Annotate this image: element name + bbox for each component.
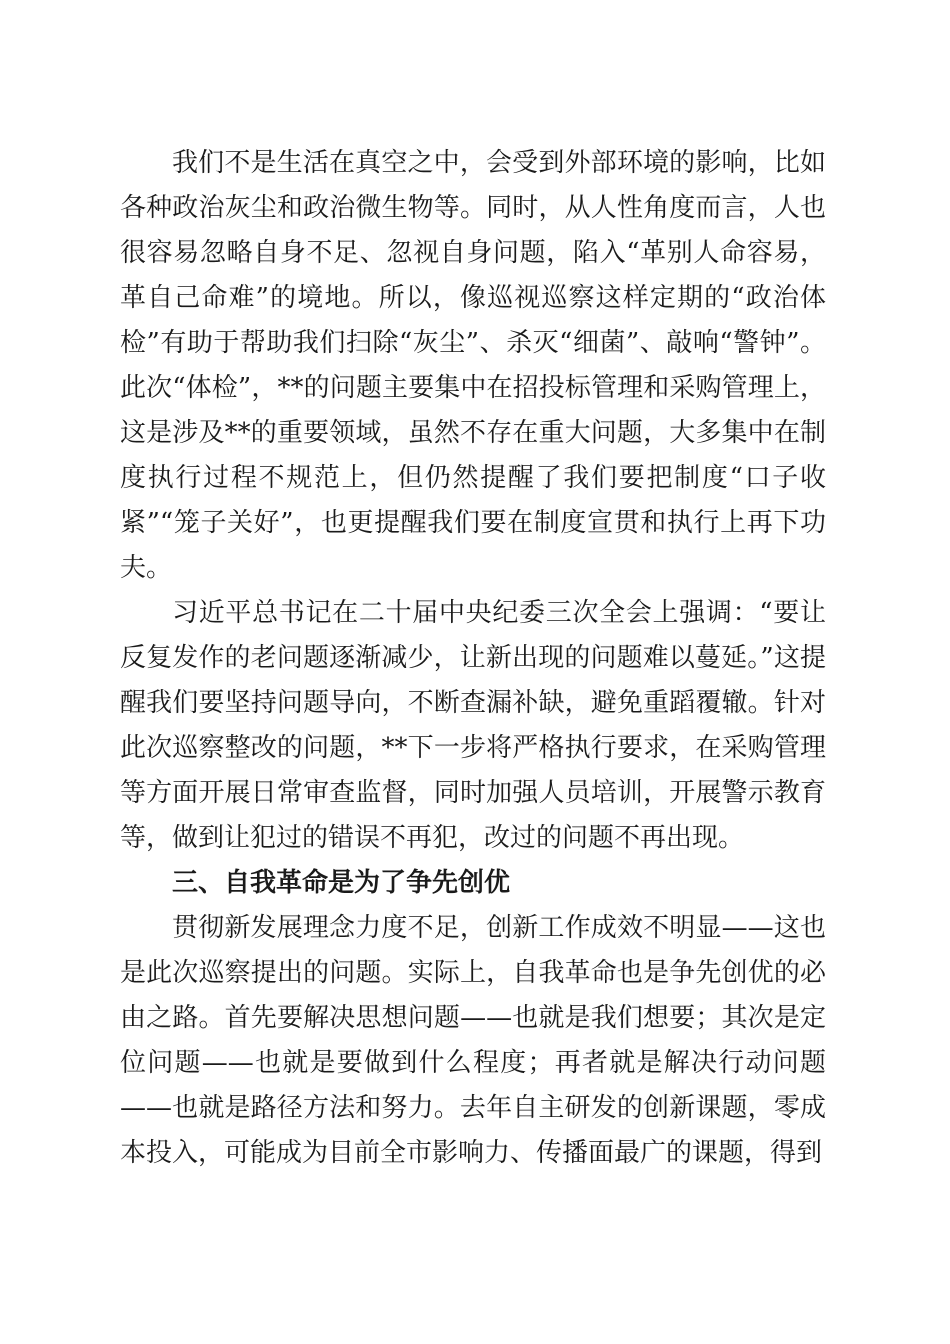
- section-heading: 三、自我革命是为了争先创优: [172, 868, 511, 898]
- paragraph-political-checkup: 我们不是生活在真空之中，会受到外部环境的影响，比如各种政治灰尘和政治微生物等。同时，从人性角度而言，人也很容易忽略自身不足、忽视自身问题，陷入“革别人命容易，革自己命难”的境地。所以，像巡视巡察这样定期的“政治体检”有助于帮助我们扫除“灰尘”、杀灭“细菌”、敲响“警钟”。此次“体检”，**的问题主要集中在招投标管理和采购管理上，这是涉及**的重要领域，虽然不存在重大问题，大多集中在制度执行过程不规范上，但仍然提醒了我们要把制度“口子收紧”“笼子关好”，也更提醒我们要在制度宣贯和执行上再下功夫。: [120, 148, 826, 583]
- document-body: [120, 141, 826, 1176]
- paragraph-problem-orientation: 习近平总书记在二十届中央纪委三次全会上强调：“要让反复发作的老问题逐渐减少，让新出现的问题难以蔓延。”这提醒我们要坚持问题导向，不断查漏补缺，避免重蹈覆辙。针对此次巡察整改的问题，**下一步将严格执行要求，在采购管理等方面开展日常审查监督，同时加强人员培训，开展警示教育等，做到让犯过的错误不再犯，改过的问题不再出现。: [120, 598, 826, 853]
- paragraph-innovation: 贯彻新发展理念力度不足，创新工作成效不明显——这也是此次巡察提出的问题。实际上，自我革命也是争先创优的必由之路。首先要解决思想问题——也就是我们想要；其次是定位问题——也就是要做到什么程度；再者就是解决行动问题——也就是路径方法和努力。去年自主研发的创新课题，零成本投入，可能成为目前全市影响力、传播面最广的课题，得到: [120, 913, 826, 1168]
